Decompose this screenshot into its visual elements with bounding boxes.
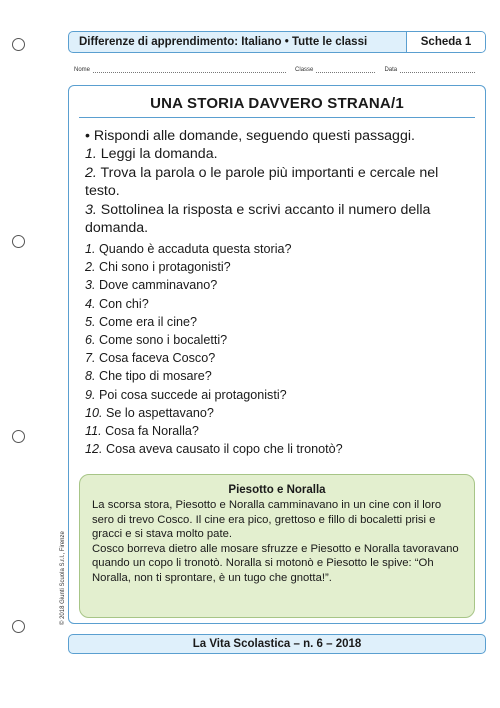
name-label: Nome xyxy=(74,67,91,73)
story-title: Piesotto e Noralla xyxy=(228,484,326,496)
date-label: Data xyxy=(384,67,398,73)
sheet-label: Scheda 1 xyxy=(406,32,485,52)
question-item: 5. Come era il cine? xyxy=(85,314,198,329)
title-divider xyxy=(79,117,475,118)
instructions-intro: • Rispondi alle domande, seguendo questi passaggi. xyxy=(85,128,415,144)
question-item: 8. Che tipo di mosare? xyxy=(85,369,212,384)
student-fields xyxy=(74,67,484,73)
footer-text: La Vita Scolastica – n. 6 – 2018 xyxy=(192,638,362,650)
instruction-step: 1. Leggi la domanda. xyxy=(85,146,218,163)
class-line xyxy=(316,67,375,73)
question-item: 3. Dove camminavano? xyxy=(85,278,218,293)
question-item: 7. Cosa faceva Cosco? xyxy=(85,351,216,366)
binder-hole-2 xyxy=(12,235,25,248)
header-title: Differenze di apprendimento: Italiano • Tutte le classi xyxy=(79,36,368,48)
header-bar xyxy=(68,31,486,53)
binder-hole-3 xyxy=(12,430,25,443)
question-item: 10. Se lo aspettavano? xyxy=(85,405,214,420)
instructions xyxy=(85,127,475,237)
question-item: 2. Chi sono i protagonisti? xyxy=(85,260,231,275)
instruction-step: 3. Sottolinea la risposta e scrivi accanto il numero della domanda. xyxy=(85,201,431,237)
binder-hole-1 xyxy=(12,38,25,51)
worksheet-title: UNA STORIA DAVVERO STRANA/1 xyxy=(150,95,404,112)
story-text xyxy=(92,498,464,586)
story-box xyxy=(79,474,475,618)
instruction-step: 2. Trova la parola o le parole più importanti e cercale nel testo. xyxy=(85,164,439,200)
question-item: 1. Quando è accaduta questa storia? xyxy=(85,242,292,256)
question-item: 9. Poi cosa succede ai protagonisti? xyxy=(85,387,287,402)
story-paragraph: La scorsa stora, Piesotto e Noralla camminavano in un cine con il loro sero di trevo Cosco. Il cine era pico, grettoso e fillo di bocaletti prisi e gracci e si stava molto pate. xyxy=(92,499,442,541)
date-line xyxy=(400,67,475,73)
story-paragraph: Cosco borreva dietro alle mosare sfruzze e Piesotto e Noralla tavoravano quando un copo li tronotò. Noralla si motonò e Piesotto le spive: “Oh Noralla, non ti sprontare, è un tugo che gnotta!”. xyxy=(92,542,459,584)
question-item: 4. Con chi? xyxy=(85,296,149,311)
worksheet-card xyxy=(68,85,486,624)
class-label: Classe xyxy=(295,67,314,73)
binder-hole-4 xyxy=(12,620,25,633)
question-item: 6. Come sono i bocaletti? xyxy=(85,333,228,348)
question-item: 12. Cosa aveva causato il copo che li tronotò? xyxy=(85,442,343,457)
footer-bar xyxy=(68,634,486,654)
name-line xyxy=(93,67,286,73)
question-item: 11. Cosa fa Noralla? xyxy=(85,424,199,439)
question-list xyxy=(85,240,475,458)
copyright-note: © 2018 Giunti Scuola S.r.l., Firenze xyxy=(60,531,66,625)
